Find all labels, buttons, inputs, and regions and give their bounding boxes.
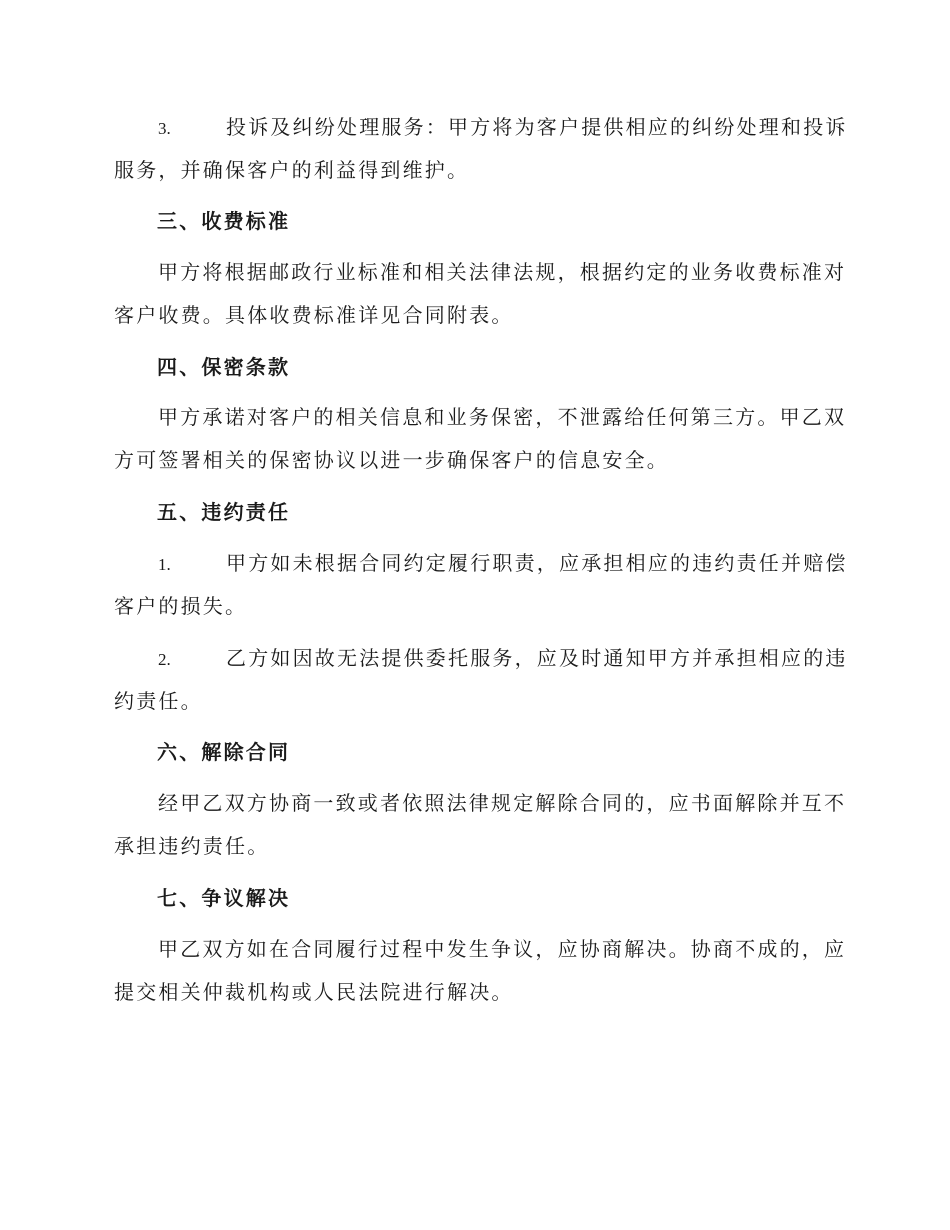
paragraph-fees (114, 251, 847, 337)
clause-text: 甲方如未根据合同约定履行职责，应承担相应的违约责任并赔偿 (226, 551, 848, 575)
clause-number: 2. (158, 650, 171, 669)
clause-text: 乙方如因故无法提供委托服务，应及时通知甲方并承担相应的违 (226, 646, 848, 670)
paragraph-line-continued: 客户收费。具体收费标准详见合同附表。 (114, 303, 514, 327)
clause-line-continued: 约责任。 (114, 689, 203, 713)
paragraph-confidentiality (114, 396, 847, 482)
clause-number: 3. (158, 119, 171, 138)
section-heading-confidentiality: 四、保密条款 (157, 355, 291, 379)
clause-item-2 (114, 637, 848, 723)
section-heading-liability: 五、违约责任 (157, 500, 291, 524)
clause-line-continued: 客户的损失。 (114, 594, 248, 618)
paragraph-termination (114, 782, 847, 868)
clause-number: 1. (158, 555, 171, 574)
clause-item-3 (114, 106, 848, 192)
paragraph-line: 甲乙双方如在合同履行过程中发生争议，应协商解决。协商不成的，应 (158, 937, 847, 961)
paragraph-line: 甲方将根据邮政行业标准和相关法律法规，根据约定的业务收费标准对 (158, 260, 847, 284)
clause-item-1 (114, 542, 848, 628)
clause-line-continued: 服务，并确保客户的利益得到维护。 (114, 158, 470, 182)
paragraph-line-continued: 提交相关仲裁机构或人民法院进行解决。 (114, 980, 514, 1004)
paragraph-line-continued: 承担违约责任。 (114, 834, 270, 858)
clause-line (114, 637, 848, 680)
paragraph-line: 甲方承诺对客户的相关信息和业务保密，不泄露给任何第三方。甲乙双 (158, 405, 847, 429)
section-heading-fees: 三、收费标准 (157, 209, 291, 233)
clause-text: 投诉及纠纷处理服务：甲方将为客户提供相应的纠纷处理和投诉 (226, 115, 848, 139)
section-heading-termination: 六、解除合同 (157, 740, 291, 764)
clause-line (114, 542, 848, 585)
clause-line (114, 106, 848, 149)
section-heading-dispute: 七、争议解决 (157, 886, 291, 910)
paragraph-line: 经甲乙双方协商一致或者依照法律规定解除合同的，应书面解除并互不 (158, 791, 847, 815)
paragraph-dispute (114, 928, 847, 1014)
paragraph-line-continued: 方可签署相关的保密协议以进一步确保客户的信息安全。 (114, 448, 669, 472)
